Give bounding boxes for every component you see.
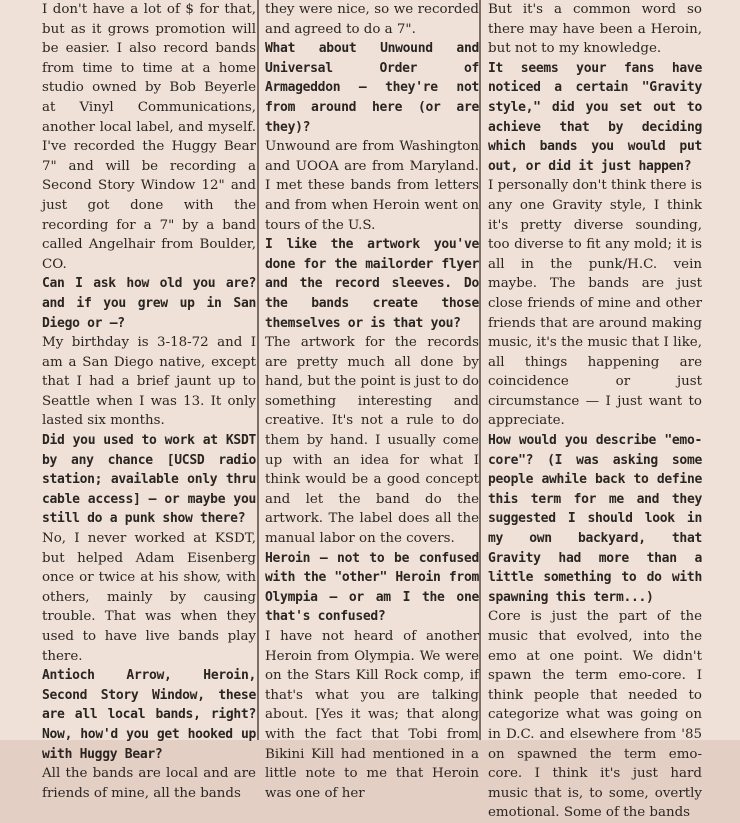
interview-question: Antioch Arrow, Heroin, Second Story Window, these are all local bands, right? Now, how'd you get hooked up with Huggy Bear? [42, 668, 256, 762]
interview-answer: I personally don't think there is any one Gravity style, I think it's pretty diverse sounding, too diverse to fit any mold; it is all in the punk/H.C. vein maybe. The bands are just close friends of mine and other friends that are around making music, it's the music that I like, all things happening are coincidence or just circumstance — I just want to appreciate. [488, 178, 702, 429]
interview-answer: Core is just the part of the music that evolved, into the emo at one point. We didn't spawn the term emo-core. I think people that needed to categorize what was going on in D.C. and elsewhere from '85 on spawned the term emo-core. I think it's just hard music that is, to some, overtly emotional. Some of the bands [488, 609, 702, 821]
interview-answer: I have not heard of another Heroin from Olympia. We were on the Stars Kill Rock comp, if that's what you are talking about. [Yes it was; that along with the fact that Tobi from Bikini Kill had mentioned in a little note to me that Heroin was one of her [265, 629, 479, 801]
interview-question: Heroin — not to be confused with the "other" Heroin from Olympia — or am I the one that's confused? [265, 550, 479, 625]
interview-answer: I don't have a lot of $ for that, but as it grows promotion will be easier. I also record bands from time to time at a home studio owned by Bob Beyerle at Vinyl Communications, another local label, and myself. I've recorded the Huggy Bear 7" and will be recording a Second Story Window 12" and just got done with the recording for a 7" by a band called Angelhair from Boulder, CO. [42, 2, 256, 272]
interview-answer: No, I never worked at KSDT, but helped Adam Eisenberg once or twice at his show, with others, mainly by causing trouble. That was when they used to have live bands play there. [42, 531, 256, 664]
interview-question: It seems your fans have noticed a certain "Gravity style," did you set out to achieve that by deciding which bands you would put out, or did it just happen? [488, 60, 702, 174]
interview-question: I like the artwork you've done for the mailorder flyer and the record sleeves. Do the bands create those themselves or is that you? [265, 237, 479, 331]
column-3 [488, 0, 702, 821]
column-divider-2 [479, 0, 481, 740]
column-1 [42, 0, 256, 801]
interview-question: Did you used to work at KSDT by any chance [UCSD radio station; available only thru cable access] — or maybe you still do a punk show there? [42, 433, 256, 527]
interview-answer: Unwound are from Washington and UOOA are from Maryland. I met these bands from letters and from when Heroin went on tours of the U.S. [265, 139, 479, 233]
interview-answer: All the bands are local and are friends of mine, all the bands [42, 766, 256, 801]
interview-answer: The artwork for the records are pretty much all done by hand, but the point is just to do something interesting and creative. It's not a rule to do them by hand. I usually come up with an idea for what I think would be a good concept and let the band do the artwork. The label does all the manual labor on the covers. [265, 335, 479, 547]
interview-answer: they were nice, so we recorded and agreed to do a 7". [265, 2, 479, 37]
column-divider-1 [257, 0, 259, 740]
interview-question: What about Unwound and Universal Order of Armageddon — they're not from around here (or are they)? [265, 41, 479, 135]
interview-answer: But it's a common word so there may have been a Heroin, but not to my knowledge. [488, 2, 702, 57]
interview-answer: My birthday is 3-18-72 and I am a San Diego native, except that I had a brief jaunt up to Seattle when I was 13. It only lasted six months. [42, 335, 256, 429]
interview-question: How would you describe "emo-core"? (I was asking some people awhile back to define this term for me and they suggested I should look in my own backyard, that Gravity had more than a little something to do with spawning this term...) [488, 433, 702, 605]
column-2 [265, 0, 479, 801]
interview-question: Can I ask how old you are? and if you grew up in San Diego or —? [42, 276, 256, 331]
